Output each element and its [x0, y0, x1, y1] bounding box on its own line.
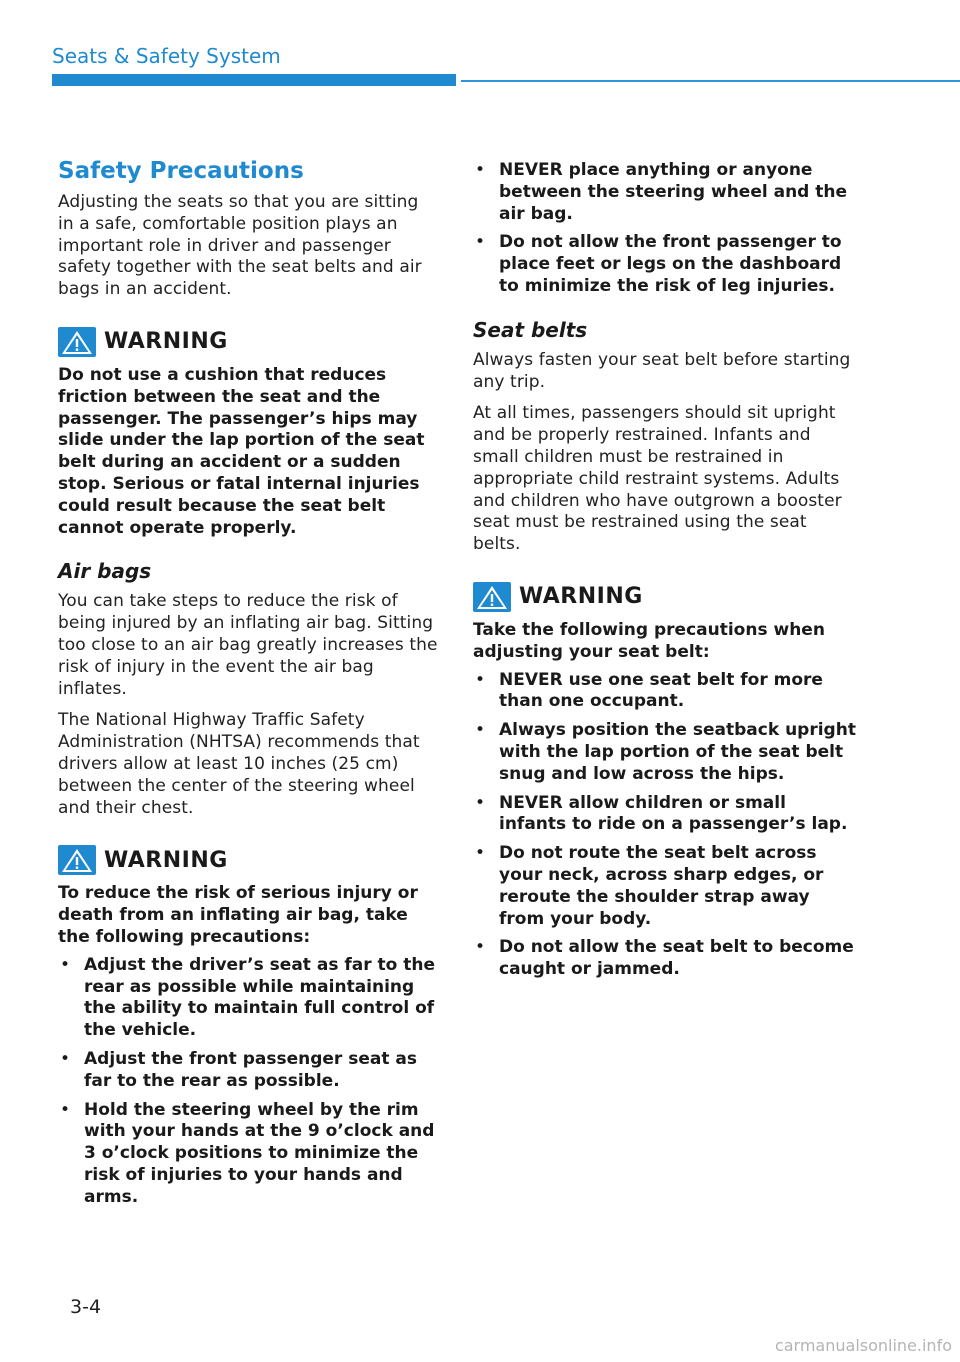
airbags-heading: Air bags	[58, 559, 152, 584]
warning-header	[58, 845, 438, 875]
warning-header	[58, 327, 438, 357]
left-column	[58, 158, 438, 1215]
warning-triangle-icon	[58, 327, 96, 357]
list-item: • Always position the seatback upright with the lap portion of the seat belt snug and low across the hips.	[473, 720, 858, 785]
list-item: • Do not route the seat belt across your neck, across sharp edges, or reroute the shoulder strap away from your body.	[473, 843, 858, 930]
list-item: • Do not allow the seat belt to become caught or jammed.	[473, 937, 858, 981]
warning-triangle-icon	[473, 582, 511, 612]
intro-paragraph: Adjusting the seats so that you are sitting in a safe, comfortable position plays an important role in driver and passenger safety together with the seat belts and air bags in an accident.	[58, 192, 422, 300]
list-item: • Hold the steering wheel by the rim with your hands at the 9 o’clock and 3 o’clock positions to minimize the risk of injuries to your hands and arms.	[58, 1100, 438, 1209]
header-rule-thin	[461, 80, 960, 82]
warning-text: Do not use a cushion that reduces friction between the seat and the passenger. The passenger’s hips may slide under the lap portion of the seat belt during an accident or a sudden stop. Serious or fatal internal injuries could result because the seat belt cannot operate properly.	[58, 364, 425, 538]
warning-triangle-icon	[58, 845, 96, 875]
seatbelts-paragraph: At all times, passengers should sit upright and be properly restrained. Infants and small children must be restrained in appropriate child restraint systems. Adults and children who have outgrown a booster seat must be restrained using the seat belts.	[473, 403, 842, 555]
section-title: Seats & Safety System	[52, 44, 281, 68]
seatbelts-heading: Seat belts	[473, 317, 588, 342]
airbags-paragraph: The National Highway Traffic Safety Administration (NHTSA) recommends that drivers allow at least 10 inches (25 cm) between the center of the steering wheel and their chest.	[58, 710, 420, 818]
page-title: Safety Precautions	[58, 158, 304, 184]
warning-label: WARNING	[104, 329, 228, 355]
seatbelts-paragraph: Always fasten your seat belt before starting any trip.	[473, 349, 851, 392]
page-number: 3-4	[70, 1296, 102, 1318]
warning-text: Take the following precautions when adjusting your seat belt:	[473, 619, 825, 662]
warning-label: WARNING	[104, 847, 228, 873]
header-rule-thick	[52, 74, 456, 86]
list-item: • Adjust the driver’s seat as far to the rear as possible while maintaining the ability to maintain full control of the vehicle.	[58, 955, 438, 1042]
warning-list	[58, 955, 438, 1209]
list-item: • Adjust the front passenger seat as far to the rear as possible.	[58, 1049, 438, 1093]
right-column	[473, 160, 858, 988]
list-item: • NEVER place anything or anyone between the steering wheel and the air bag.	[473, 160, 858, 225]
list-item: • NEVER use one seat belt for more than one occupant.	[473, 670, 858, 714]
watermark: carmanualsonline.info	[774, 1336, 952, 1355]
list-item: • NEVER allow children or small infants to ride on a passenger’s lap.	[473, 793, 858, 837]
warning-list-continued	[473, 160, 858, 298]
warning-label: WARNING	[519, 584, 643, 610]
warning-header	[473, 582, 858, 612]
warning-text: To reduce the risk of serious injury or death from an inflating air bag, take the following precautions:	[58, 883, 418, 947]
list-item: • Do not allow the front passenger to place feet or legs on the dashboard to minimize the risk of leg injuries.	[473, 232, 858, 297]
warning-list	[473, 670, 858, 981]
airbags-paragraph: You can take steps to reduce the risk of being injured by an inflating air bag. Sitting too close to an air bag greatly increases the risk of injury in the event the air bag inflates.	[58, 591, 438, 699]
